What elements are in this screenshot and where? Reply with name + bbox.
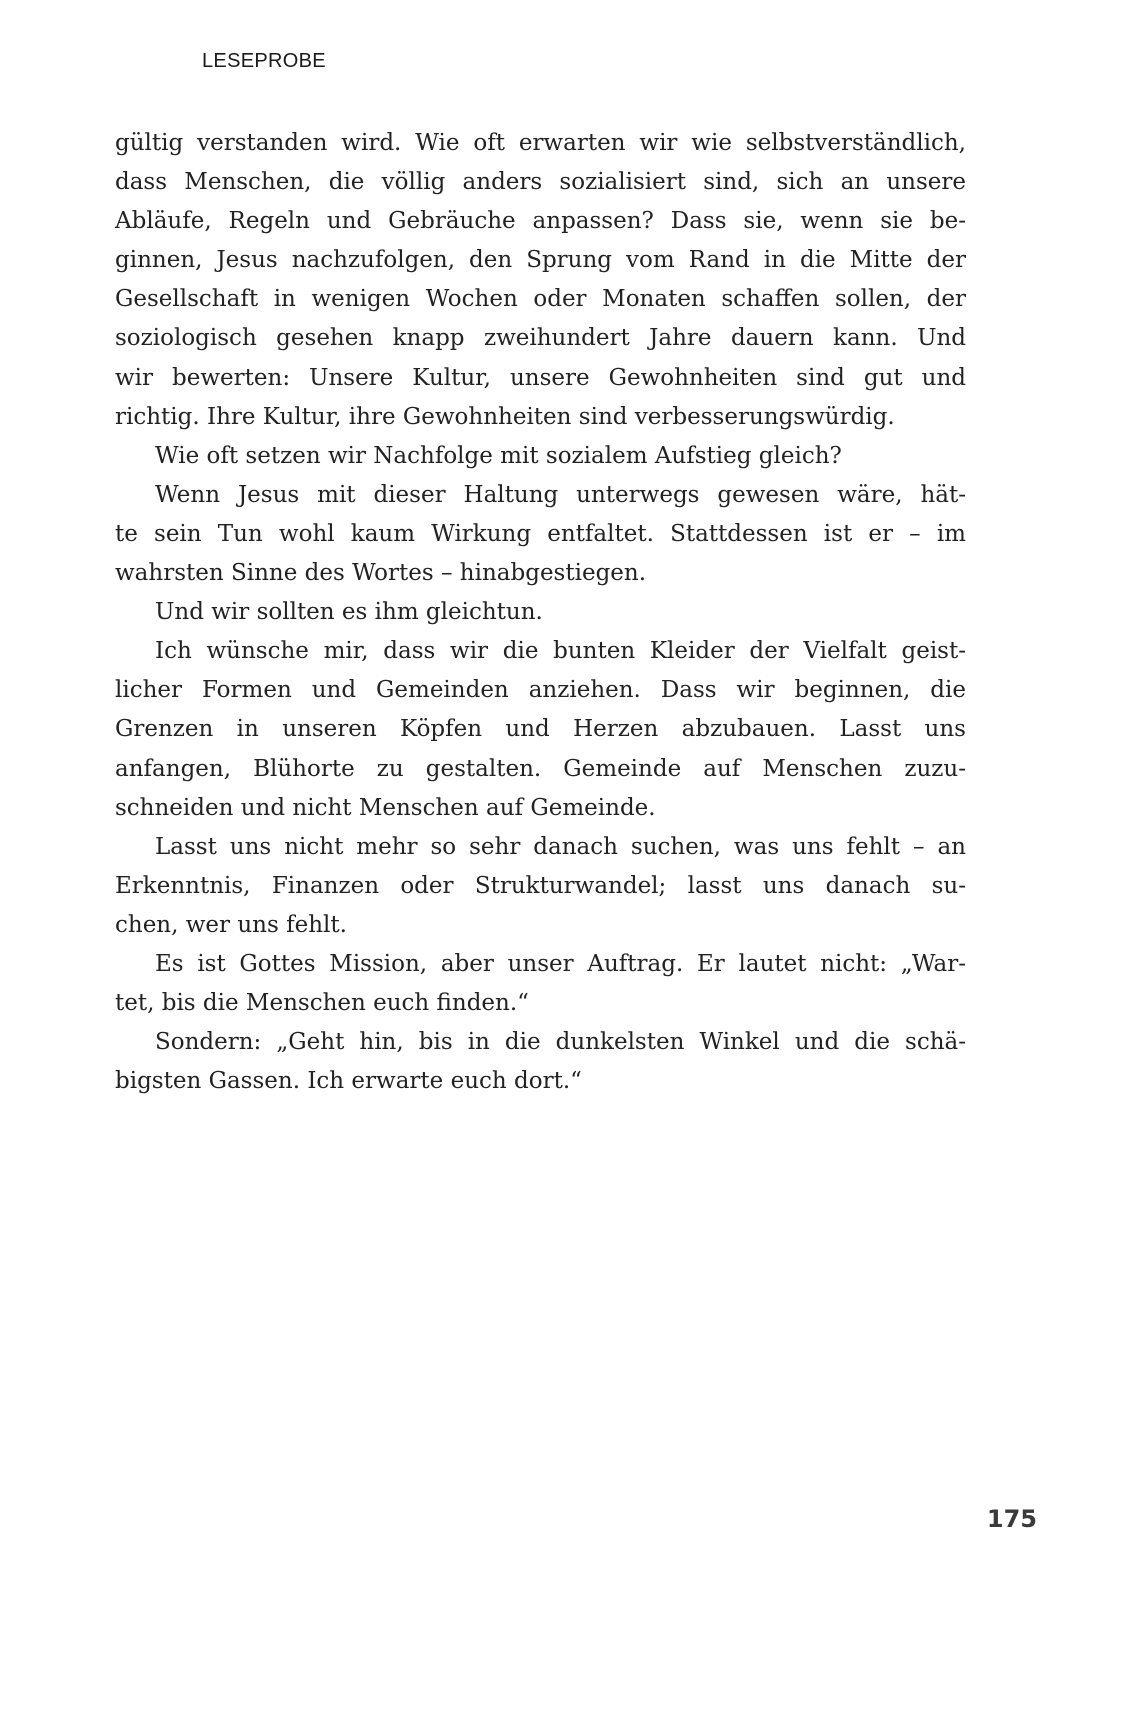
- text-line: Sondern: „Geht hin, bis in die dunkelsten Winkel und die schä-: [155, 1029, 966, 1056]
- text-line: Und wir sollten es ihm gleichtun.: [155, 599, 543, 626]
- text-line: Grenzen in unseren Köpfen und Herzen abzubauen. Lasst uns: [115, 716, 966, 743]
- text-line: schneiden und nicht Menschen auf Gemeinde.: [115, 794, 656, 821]
- text-line: Es ist Gottes Mission, aber unser Auftrag. Er lautet nicht: „War-: [155, 950, 966, 977]
- text-line: bigsten Gassen. Ich erwarte euch dort.“: [115, 1068, 582, 1095]
- text-line: gültig verstanden wird. Wie oft erwarten wir wie selbstverständlich,: [115, 130, 966, 156]
- text-line: Lasst uns nicht mehr so sehr danach suchen, was uns fehlt – an: [155, 833, 966, 860]
- text-line: te sein Tun wohl kaum Wirkung entfaltet. Stattdessen ist er – im: [115, 520, 966, 547]
- text-line: wahrsten Sinne des Wortes – hinabgestiegen.: [115, 560, 647, 587]
- paragraph: [115, 124, 966, 437]
- paragraph: [115, 476, 966, 593]
- text-line: Wenn Jesus mit dieser Haltung unterwegs gewesen wäre, hät-: [155, 481, 966, 508]
- header-label: LESEPROBE: [202, 50, 326, 72]
- text-line: tet, bis die Menschen euch finden.“: [115, 990, 529, 1017]
- paragraph: [115, 945, 966, 1023]
- text-line: dass Menschen, die völlig anders sozialisiert sind, sich an unsere: [115, 169, 966, 196]
- text-line: chen, wer uns fehlt.: [115, 911, 347, 938]
- text-line: anfangen, Blühorte zu gestalten. Gemeinde auf Menschen zuzu-: [115, 755, 966, 782]
- body-text: [115, 124, 966, 1101]
- paragraph: [115, 632, 966, 827]
- text-line: Ich wünsche mir, dass wir die bunten Kleider der Vielfalt geist-: [155, 638, 966, 665]
- text-line: Gesellschaft in wenigen Wochen oder Monaten schaffen sollen, der: [115, 286, 966, 313]
- text-line: licher Formen und Gemeinden anziehen. Dass wir beginnen, die: [115, 677, 966, 704]
- text-line: ginnen, Jesus nachzufolgen, den Sprung vom Rand in die Mitte der: [115, 247, 966, 274]
- paragraph: [115, 828, 966, 945]
- page-number: 175: [986, 1505, 1037, 1533]
- paragraph: [115, 1023, 966, 1101]
- text-line: Wie oft setzen wir Nachfolge mit sozialem Aufstieg gleich?: [155, 442, 842, 469]
- paragraph: [115, 437, 966, 476]
- text-line: richtig. Ihre Kultur, ihre Gewohnheiten sind verbesserungswürdig.: [115, 403, 895, 430]
- text-line: wir bewerten: Unsere Kultur, unsere Gewohnheiten sind gut und: [115, 364, 966, 391]
- text-line: Erkenntnis, Finanzen oder Strukturwandel; lasst uns danach su-: [115, 872, 966, 899]
- paragraph: [115, 593, 966, 632]
- text-line: Abläufe, Regeln und Gebräuche anpassen? Dass sie, wenn sie be-: [115, 208, 966, 235]
- text-line: soziologisch gesehen knapp zweihundert Jahre dauern kann. Und: [115, 325, 966, 352]
